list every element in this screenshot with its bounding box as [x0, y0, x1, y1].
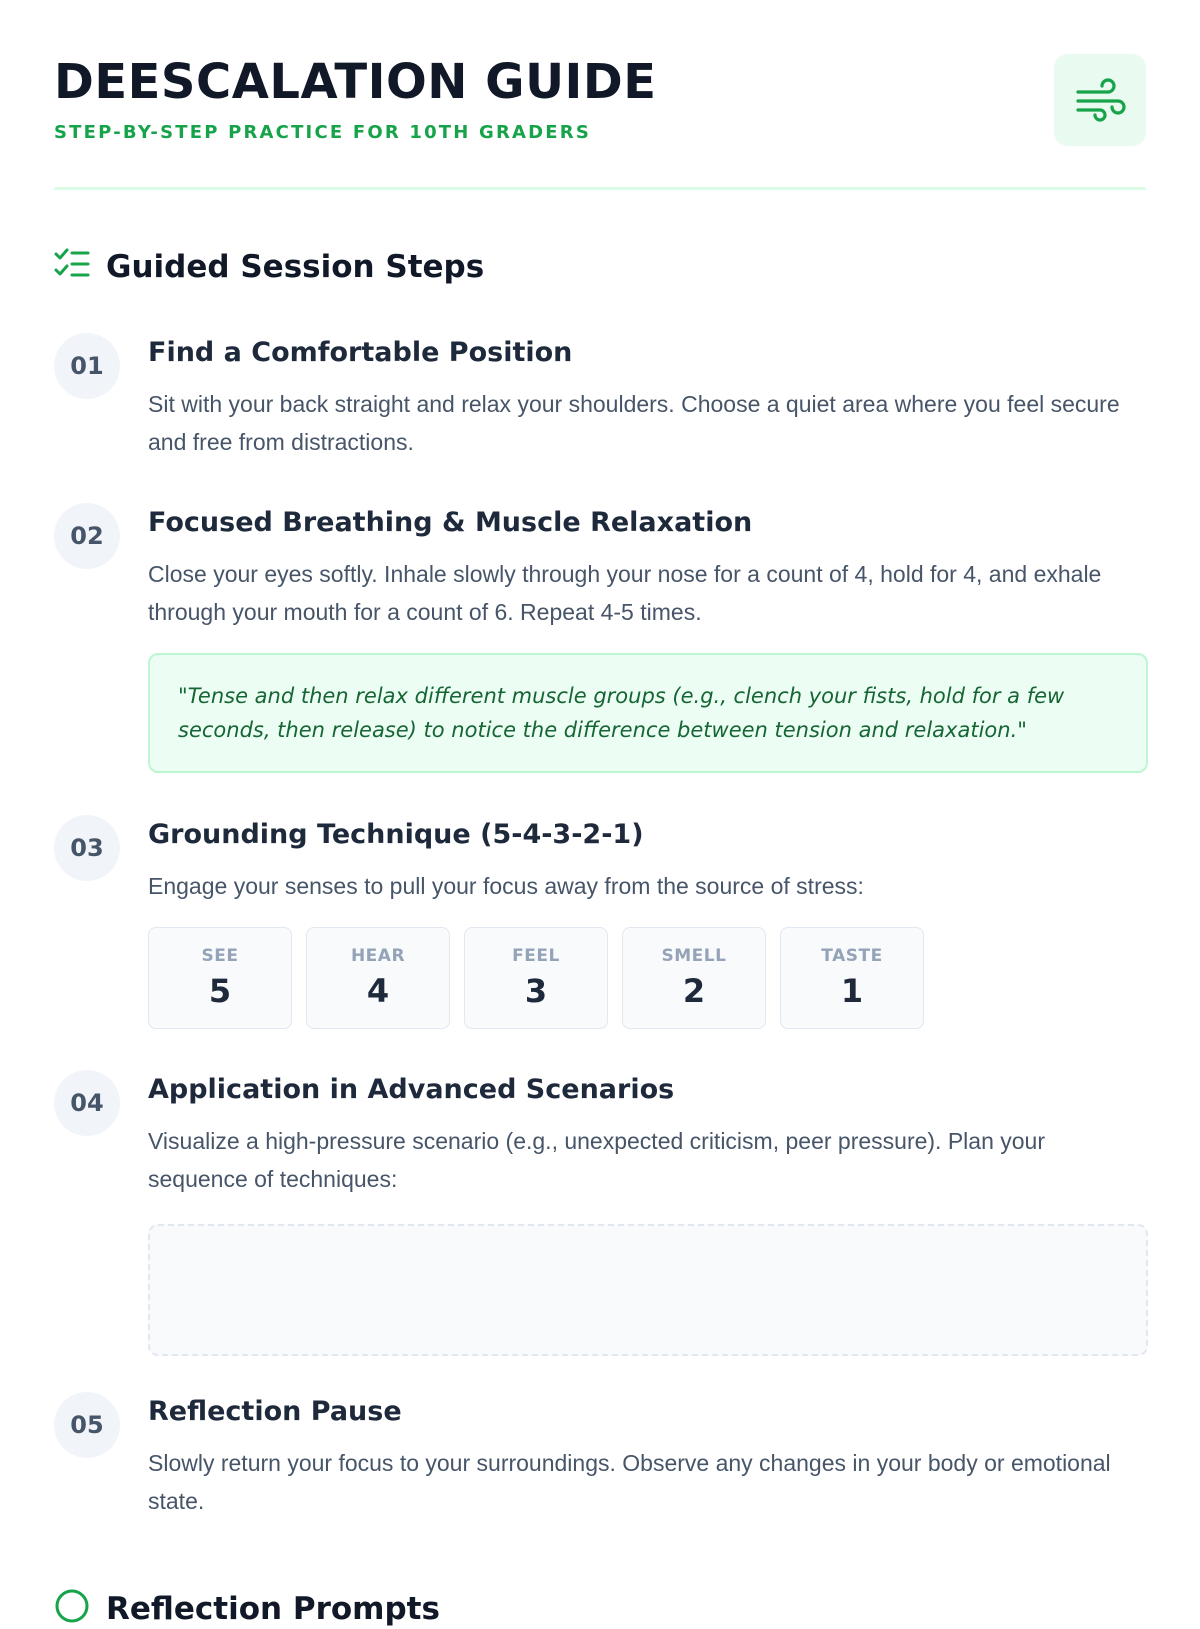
step-number: 04 — [54, 1070, 120, 1136]
sense-card-feel — [464, 927, 608, 1029]
section-title: Guided Session Steps — [106, 248, 485, 285]
sense-card-hear — [306, 927, 450, 1029]
step-title: Grounding Technique (5-4-3-2-1) — [148, 819, 644, 850]
sense-card-smell — [622, 927, 766, 1029]
sense-count: 4 — [366, 972, 390, 1011]
sense-label: TASTE — [821, 946, 883, 967]
sense-count: 1 — [840, 972, 864, 1011]
sense-label: HEAR — [350, 946, 406, 967]
sense-count: 3 — [524, 972, 548, 1011]
step-title: Application in Advanced Scenarios — [148, 1074, 675, 1105]
sense-count: 5 — [208, 972, 232, 1011]
step-body — [148, 337, 1148, 461]
next-section-title: Reflection Prompts — [106, 1590, 440, 1627]
senses-grid — [148, 927, 1148, 1029]
muscle-relaxation-quote: "Tense and then relax different muscle groups (e.g., clench your fists, hold for a few seconds, then release) to notice the difference between tension and relaxation." — [148, 653, 1148, 773]
step-text: Close your eyes softly. Inhale slowly through your nose for a count of 4, hold for 4, and exhale through your mouth for a count of 6. Repeat 4-5 times. — [148, 561, 1102, 626]
sense-label: FEEL — [512, 946, 560, 967]
wind-icon — [1054, 54, 1146, 146]
step-number: 01 — [54, 333, 120, 399]
header — [54, 0, 1146, 190]
sense-card-taste — [780, 927, 924, 1029]
sense-card-see — [148, 927, 292, 1029]
step-text: Sit with your back straight and relax your shoulders. Choose a quiet area where you feel secure and free from distractions. — [148, 391, 1120, 456]
page-subtitle: STEP-BY-STEP PRACTICE FOR 10TH GRADERS — [54, 122, 592, 143]
step-body — [148, 1396, 1148, 1520]
next-section-heading — [54, 1588, 440, 1629]
step-title: Find a Comfortable Position — [148, 337, 573, 368]
step-text: Visualize a high-pressure scenario (e.g., unexpected criticism, peer pressure). Plan your sequence of techniques: — [148, 1128, 1045, 1193]
step-title: Reflection Pause — [148, 1396, 402, 1427]
step-number: 05 — [54, 1392, 120, 1458]
step-title: Focused Breathing & Muscle Relaxation — [148, 507, 753, 538]
step-body — [148, 819, 1148, 1029]
sense-label: SEE — [201, 946, 239, 967]
sense-count: 2 — [682, 972, 706, 1011]
technique-plan-input[interactable] — [148, 1224, 1148, 1356]
step-text: Slowly return your focus to your surroundings. Observe any changes in your body or emotional state. — [148, 1450, 1111, 1515]
circle-check-icon — [54, 1588, 90, 1629]
page-title: DEESCALATION GUIDE — [54, 54, 657, 110]
step-body — [148, 507, 1148, 773]
step-body — [148, 1074, 1148, 1356]
step-number: 03 — [54, 815, 120, 881]
step-number: 02 — [54, 503, 120, 569]
step-text: Engage your senses to pull your focus away from the source of stress: — [148, 873, 864, 900]
checklist-icon — [54, 248, 90, 285]
sense-label: SMELL — [661, 946, 727, 967]
section-heading — [54, 248, 484, 285]
